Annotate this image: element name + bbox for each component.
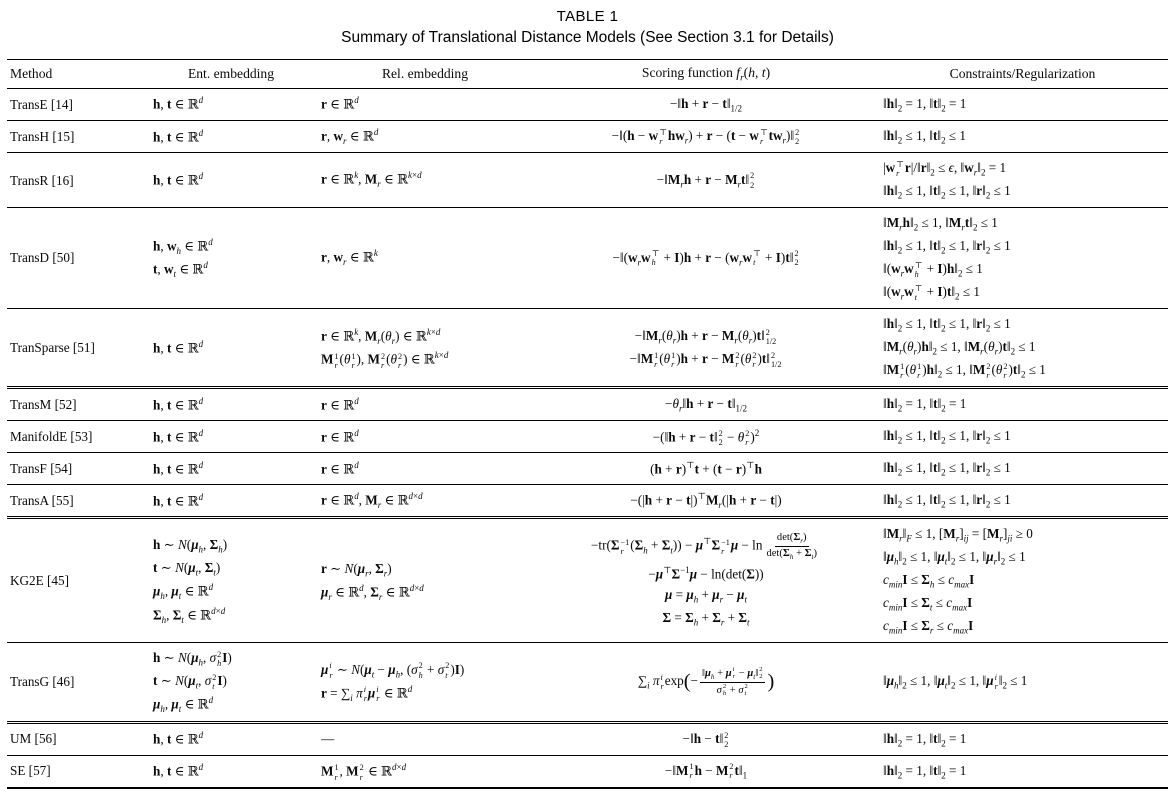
- cell-constr: [877, 484, 1168, 517]
- table-row: [7, 120, 1168, 152]
- math-line: TransD [50]: [10, 250, 75, 266]
- cell-score: [535, 308, 877, 387]
- math-line: $‖(w_rw$ ⊤ h + $I)h‖_2 \le 1$: [883, 260, 983, 279]
- math-line: $‖h‖_2 = 1$, $‖t‖_2 = 1$: [883, 395, 967, 414]
- cell-method: [7, 722, 147, 755]
- math-line: r ∈ ℝ$^k$, $M_r(\theta_r)$ ∈ ℝ$^{k\times d}$: [321, 327, 441, 347]
- cell-rel: [315, 120, 535, 152]
- cell-method: [7, 153, 147, 208]
- cell-constr: [877, 208, 1168, 309]
- cell-rel: [315, 420, 535, 452]
- math-line: $‖(w_rw$ ⊤ t + $I)t‖_2 \le 1$: [883, 283, 980, 302]
- math-line: h, t ∈ ℝ$^d$: [153, 395, 204, 413]
- cell-rel: [315, 153, 535, 208]
- table-row: [7, 518, 1168, 643]
- math-line: TransF [54]: [10, 460, 73, 476]
- math-line: r ∈ ℝ$^d$: [321, 427, 359, 445]
- math-line: $\Sigma_h$, $\Sigma_t$ ∈ ℝ$^{d\times d}$: [153, 605, 226, 625]
- math-line: SE [57]: [10, 763, 51, 779]
- math-line: t ∼ $N(\mu_t$, σ 2 t I): [153, 672, 227, 692]
- math-line: $-\mu^⊤\Sigma^{-1}\mu - \ln(\det(\Sigma))$: [648, 564, 764, 581]
- table-row: [7, 387, 1168, 420]
- math-line: $‖h‖_2 \le 1$, $‖t‖_2 \le 1$, $‖r‖_2 \le 1$: [883, 492, 1011, 510]
- math-line: M 1 r (θ 1 r ), M 2 r (θ 2 r ) ∈ ℝ$^{k\times d}$: [321, 350, 449, 370]
- math-line: $‖\mu_h‖_2 \le 1$, $‖\mu_t‖_2 \le 1$, ‖μ i r $‖_2 \le 1$: [883, 673, 1028, 692]
- math-line: h, t ∈ ℝ$^d$: [153, 491, 204, 509]
- math-line: $\mu_h$, $\mu_t$ ∈ ℝ$^d$: [153, 695, 214, 715]
- math-line: $‖h‖_2 = 1$, $‖t‖_2 = 1$: [883, 95, 967, 114]
- math-line: ManifoldE [53]: [10, 428, 93, 444]
- cell-score: [535, 153, 877, 208]
- math-line: $‖h‖_2 \le 1$, $‖t‖_2 \le 1$, $‖r‖_2 \le 1$: [883, 238, 1011, 256]
- cell-ent: [147, 643, 315, 722]
- math-line: r ∈ ℝ$^d$: [321, 459, 359, 477]
- math-line: TranSparse [51]: [10, 339, 95, 355]
- table-row: [7, 643, 1168, 722]
- math-line: h, t ∈ ℝ$^d$: [153, 127, 204, 145]
- math-line: $-‖M_r(\theta_r)h + r$ − $M_r(\theta_r)t‖$ 2 1/2: [634, 328, 777, 347]
- table-row: [7, 153, 1168, 208]
- math-line: $\mu = \mu_h + \mu_r - \mu_t$: [665, 587, 747, 605]
- col-header-ent-embedding: Ent. embedding: [187, 65, 275, 81]
- cell-ent: [147, 120, 315, 152]
- math-line: TransG [46]: [10, 674, 75, 690]
- math-line: h ∼ $N(\mu_h$, $\Sigma_h$): [153, 537, 228, 555]
- math-line: $-‖(w_rw$ ⊤ h + $I)h + r - (w_rw$ ⊤ t + I)t‖ 2 2: [612, 249, 799, 268]
- math-line: h, t ∈ ℝ$^d$: [153, 427, 204, 445]
- math-line: h, t ∈ ℝ$^d$: [153, 762, 204, 779]
- cell-score: [535, 643, 877, 722]
- cell-constr: [877, 153, 1168, 208]
- col-header-scoring-function: Scoring function $f_r(h$, t): [641, 65, 771, 83]
- cell-ent: [147, 420, 315, 452]
- col-header-method: Method: [10, 65, 53, 81]
- math-line: TransA [55]: [10, 493, 74, 509]
- math-line: $-‖M_rh + r$ − $M_rt‖$ 2 2: [656, 171, 755, 190]
- cell-method: [7, 387, 147, 420]
- cell-score: [535, 755, 877, 787]
- cell-score: [535, 722, 877, 755]
- math-line: h ∼ $N(\mu_h$, σ 2 h I): [153, 650, 232, 669]
- math-line: $‖M_r(\theta_r)h‖_2 \le 1$, $‖M_r(\theta_r)t‖_2 \le 1$: [883, 338, 1036, 357]
- cell-ent: [147, 308, 315, 387]
- table-row: [7, 452, 1168, 484]
- math-line: r ∈ ℝ$^d$, $M_r$ ∈ ℝ$^{d\times d}$: [321, 490, 423, 510]
- col-header-constraints: Constraints/Regularization: [949, 65, 1096, 81]
- math-line: h, t ∈ ℝ$^d$: [153, 730, 204, 747]
- cell-method: [7, 518, 147, 643]
- table-row: [7, 722, 1168, 755]
- table-caption: [7, 8, 1168, 47]
- table-row: [7, 308, 1168, 387]
- table-row: [7, 208, 1168, 309]
- cell-method: [7, 452, 147, 484]
- cell-method: [7, 755, 147, 787]
- cell-method: [7, 308, 147, 387]
- cell-ent: [147, 208, 315, 309]
- cell-constr: [877, 755, 1168, 787]
- cell-constr: [877, 387, 1168, 420]
- math-line: $‖h‖_2 = 1$, $‖t‖_2 = 1$: [883, 730, 967, 749]
- math-line: $c_{min}I \le \Sigma_t \le c_{max}I$: [883, 595, 973, 613]
- math-line: TransH [15]: [10, 128, 75, 144]
- math-line: UM [56]: [10, 731, 57, 747]
- math-line: −tr(Σ −1 r $(\Sigma_h + \Sigma_t)) - \mu^⊤\Sigma$ −1 r μ − ln $\frac{\det(\Sigma_r)}{\det(\Sigma_h + \Sigma_t)}$: [590, 532, 818, 562]
- cell-constr: [877, 88, 1168, 120]
- math-line: h, t ∈ ℝ$^d$: [153, 338, 204, 356]
- cell-rel: [315, 308, 535, 387]
- math-line: r ∈ ℝ$^d$: [321, 95, 359, 112]
- math-line: $‖h‖_2 \le 1$, $‖t‖_2 \le 1$, $‖r‖_2 \le 1$: [883, 183, 1011, 201]
- table-row: [7, 484, 1168, 517]
- cell-constr: [877, 120, 1168, 152]
- math-line: ‖M 1 r (θ 1 r )$h‖_2 \le 1$, ‖M 2 r (θ 2 r )$t‖_2 \le 1$: [883, 361, 1046, 380]
- cell-rel: [315, 208, 535, 309]
- math-line: TransE [14]: [10, 96, 73, 112]
- col-header-rel-embedding: Rel. embedding: [381, 65, 469, 81]
- math-line: $\sum_i$ π i r exp(− $‖\mu_h + \mu$ i r − $\mu_t‖$ 2 2 σ 2 h + σ 2 t ): [637, 666, 775, 698]
- math-line: $‖h‖_2 \le 1$, $‖t‖_2 \le 1$, $‖r‖_2 \le 1$: [883, 427, 1011, 446]
- table-number: TABLE 1: [556, 8, 619, 25]
- table-header: [7, 60, 1168, 89]
- cell-score: [535, 387, 877, 420]
- models-table: [7, 59, 1168, 789]
- math-line: $‖\mu_h‖_2 \le 1$, $‖\mu_t‖_2 \le 1$, $‖\mu_r‖_2 \le 1$: [883, 549, 1026, 567]
- cell-rel: [315, 452, 535, 484]
- math-line: −‖h − t‖ 2 2: [682, 731, 729, 750]
- math-line: $c_{min}I \le \Sigma_h \le c_{max}I$: [883, 572, 975, 590]
- cell-method: [7, 88, 147, 120]
- cell-ent: [147, 88, 315, 120]
- cell-ent: [147, 722, 315, 755]
- math-line: h, t ∈ ℝ$^d$: [153, 459, 204, 477]
- cell-constr: [877, 308, 1168, 387]
- math-line: r ∼ $N(\mu_r$, $\Sigma_r$): [321, 560, 392, 579]
- cell-constr: [877, 722, 1168, 755]
- math-line: μ i r ∼ $N(\mu_t - \mu_h$, (σ 2 h + σ 2 t )I): [321, 661, 465, 680]
- math-line: $\mu_r$ ∈ ℝ$^d$, $\Sigma_r$ ∈ ℝ$^{d\times d}$: [321, 582, 424, 602]
- cell-rel: [315, 387, 535, 420]
- math-line: $-\theta_r‖h + r$ − $t‖_{1/2}$: [665, 395, 747, 414]
- math-line: $-(|h + r - t|)^⊤M_r(|h + r - t|)$: [630, 490, 782, 510]
- math-line: $‖h‖_2 \le 1$, $‖t‖_2 \le 1$, $‖r‖_2 \le 1$: [883, 459, 1011, 478]
- cell-method: [7, 420, 147, 452]
- cell-rel: [315, 518, 535, 643]
- header-row: [7, 60, 1168, 89]
- math-line: r, $w_r$ ∈ ℝ$^k$: [321, 248, 378, 268]
- cell-method: [7, 208, 147, 309]
- cell-rel: [315, 484, 535, 517]
- cell-ent: [147, 755, 315, 787]
- math-line: r, $w_r$ ∈ ℝ$^d$: [321, 126, 379, 146]
- math-line: —: [321, 731, 335, 747]
- math-line: h, $w_h$ ∈ ℝ$^d$: [153, 236, 213, 256]
- cell-score: [535, 452, 877, 484]
- math-line: $\mu_h$, $\mu_t$ ∈ ℝ$^d$: [153, 582, 214, 602]
- table-row: [7, 755, 1168, 787]
- cell-ent: [147, 452, 315, 484]
- math-line: (h + r)⊤t + (t − r)⊤h: [650, 459, 762, 477]
- math-line: −‖(h − w ⊤ r $hw_r) + r - (t - w$ ⊤ r $tw_r)‖$ 2 2: [611, 127, 800, 146]
- math-line: −‖M 1 r h − M 2 r $t‖_1$: [664, 762, 748, 781]
- math-line: $\Sigma = \Sigma_h + \Sigma_r + \Sigma_t$: [662, 610, 750, 628]
- math-line: h, t ∈ ℝ$^d$: [153, 171, 204, 188]
- math-line: h, t ∈ ℝ$^d$: [153, 95, 204, 112]
- cell-score: [535, 484, 877, 517]
- cell-ent: [147, 484, 315, 517]
- table-row: [7, 88, 1168, 120]
- cell-score: [535, 120, 877, 152]
- cell-ent: [147, 518, 315, 643]
- cell-constr: [877, 420, 1168, 452]
- math-line: KG2E [45]: [10, 573, 69, 589]
- cell-constr: [877, 452, 1168, 484]
- math-line: t ∼ $N(\mu_t$, $\Sigma_t$): [153, 560, 221, 578]
- cell-score: [535, 88, 877, 120]
- math-line: $‖h‖_2 = 1$, $‖t‖_2 = 1$: [883, 762, 967, 781]
- cell-rel: [315, 88, 535, 120]
- math-line: −‖h + $r - t‖_{1/2}$: [670, 95, 742, 114]
- math-line: $r = \sum_i$ π i r μ i r ∈ ℝ$^d$: [321, 683, 413, 704]
- math-line: r ∈ ℝ$^k$, $M_r$ ∈ ℝ$^{k\times d}$: [321, 170, 422, 190]
- math-line: $‖h‖_2 \le 1$, $‖t‖_2 \le 1$, $‖r‖_2 \le 1$: [883, 315, 1011, 334]
- table-row: [7, 420, 1168, 452]
- math-line: −(‖h + r − t‖ 2 2 − θ 2 r )$^2$: [652, 427, 760, 448]
- math-line: $‖h‖_2 \le 1$, $‖t‖_2 \le 1$: [883, 127, 966, 146]
- cell-method: [7, 484, 147, 517]
- math-line: r ∈ ℝ$^d$: [321, 395, 359, 413]
- cell-ent: [147, 387, 315, 420]
- cell-ent: [147, 153, 315, 208]
- cell-score: [535, 420, 877, 452]
- math-line: M 1 r , M 2 r ∈ ℝ$^{d\times d}$: [321, 762, 407, 782]
- cell-rel: [315, 643, 535, 722]
- cell-method: [7, 120, 147, 152]
- math-line: $c_{min}I \le \Sigma_r \le c_{max}I$: [883, 618, 974, 636]
- math-line: $‖M_r‖_F \le 1$, $[M_r]_{ij} = [M_r]_{ji} \ge 0$: [883, 526, 1033, 544]
- cell-method: [7, 643, 147, 722]
- math-line: −‖M 1 r (θ 1 r )h + r − M 2 r (θ 2 r )t‖ 2 1/2: [629, 351, 782, 370]
- cell-constr: [877, 643, 1168, 722]
- cell-rel: [315, 722, 535, 755]
- math-line: |w ⊤ r $r|/‖r‖_2 \le \epsilon$, $‖w_r‖_2 = 1$: [883, 159, 1007, 179]
- math-line: t, $w_t$ ∈ ℝ$^d$: [153, 260, 208, 280]
- cell-score: [535, 208, 877, 309]
- math-line: TransR [16]: [10, 172, 74, 188]
- table-body: [7, 88, 1168, 787]
- math-line: TransM [52]: [10, 396, 77, 412]
- cell-rel: [315, 755, 535, 787]
- cell-constr: [877, 518, 1168, 643]
- table-title: Summary of Translational Distance Models (See Section 3.1 for Details): [341, 29, 834, 46]
- cell-score: [535, 518, 877, 643]
- math-line: $‖M_rh‖_2 \le 1$, $‖M_rt‖_2 \le 1$: [883, 215, 998, 233]
